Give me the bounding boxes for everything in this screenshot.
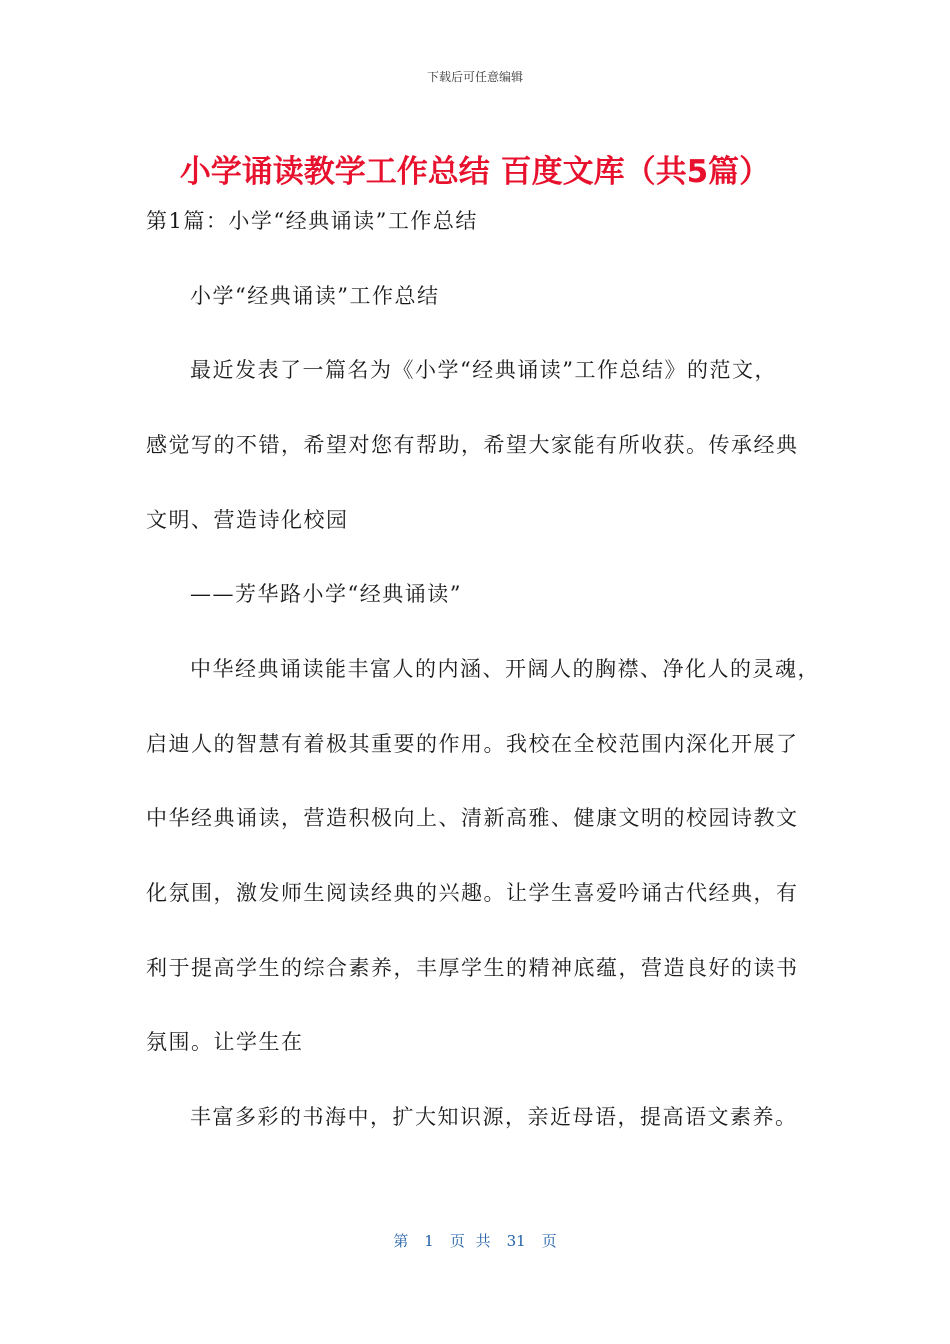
footer-total-pages: 31 — [506, 1232, 526, 1250]
paragraph-line: 文明、营造诗化校园 — [146, 508, 349, 532]
paragraph-line: 化氛围，激发师生阅读经典的兴趣。让学生喜爱吟诵古代经典，有 — [146, 881, 799, 905]
section-heading: 第1篇：小学“经典诵读”工作总结 — [146, 209, 478, 233]
footer-middle: 页 共 — [449, 1232, 491, 1250]
paragraph-line: 小学“经典诵读”工作总结 — [190, 284, 440, 308]
footer-current-page: 1 — [424, 1232, 434, 1250]
paragraph-line: 中华经典诵读，营造积极向上、清新高雅、健康文明的校园诗教文 — [146, 806, 799, 830]
page-footer — [0, 1230, 950, 1251]
paragraph-line: 氛围。让学生在 — [146, 1030, 304, 1054]
paragraph-line: 利于提高学生的综合素养，丰厚学生的精神底蕴，营造良好的读书 — [146, 956, 799, 980]
paragraph-line: 感觉写的不错，希望对您有帮助，希望大家能有所收获。传承经典 — [146, 433, 799, 457]
paragraph-line: 中华经典诵读能丰富人的内涵、开阔人的胸襟、净化人的灵魂， — [190, 657, 820, 681]
footer-prefix: 第 — [393, 1232, 409, 1250]
document-title: 小学诵读教学工作总结 百度文库（共5篇） — [179, 154, 771, 190]
paragraph-line: 启迪人的智慧有着极其重要的作用。我校在全校范围内深化开展了 — [146, 732, 799, 756]
paragraph-line: 最近发表了一篇名为《小学“经典诵读”工作总结》的范文， — [190, 358, 777, 382]
paragraph-line: 丰富多彩的书海中，扩大知识源，亲近母语，提高语文素养。 — [190, 1105, 798, 1129]
footer-suffix: 页 — [541, 1232, 557, 1250]
header-note: 下载后可任意编辑 — [426, 70, 523, 84]
paragraph-line: ——芳华路小学“经典诵读” — [190, 582, 462, 606]
